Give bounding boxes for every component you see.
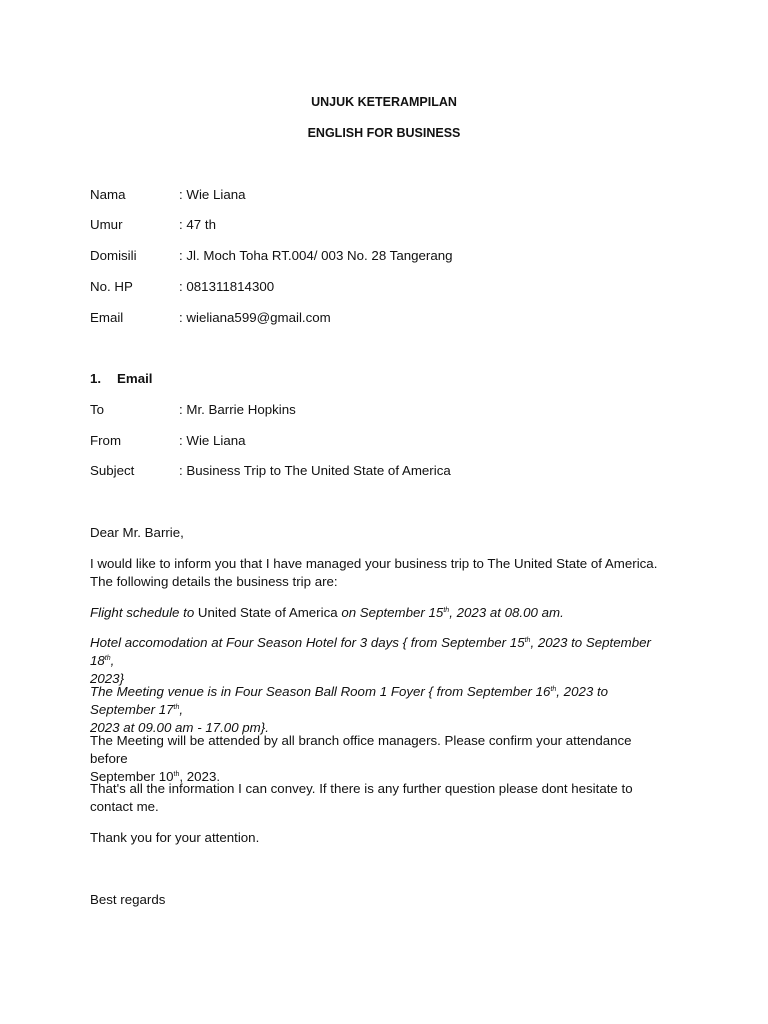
letter-meeting-line xyxy=(90,683,670,737)
letter-attendance xyxy=(90,732,670,786)
identity-label: Email xyxy=(90,310,124,325)
attendance-sup: th xyxy=(173,771,180,778)
hotel-text-a: Hotel accomodation at Four Season Hotel for 3 days { from September 15 xyxy=(90,635,525,650)
identity-label: Nama xyxy=(90,187,126,202)
letter-closing: That's all the information I can convey. If there is any further question please dont hesitate to contact me. xyxy=(90,781,633,814)
flight-sup: th xyxy=(443,607,450,614)
identity-value: : Jl. Moch Toha RT.004/ 003 No. 28 Tangerang xyxy=(179,248,453,263)
meeting-text-b: , 2023 to September 17 xyxy=(90,684,609,717)
email-header-value: : Wie Liana xyxy=(179,433,246,448)
identity-label: Domisili xyxy=(90,248,137,263)
hotel-sup-2: th xyxy=(104,655,111,662)
meeting-sup-1: th xyxy=(550,686,557,693)
letter-flight-line xyxy=(90,604,670,622)
document-subtitle: ENGLISH FOR BUSINESS xyxy=(307,126,461,140)
meeting-text-a: The Meeting venue is in Four Season Ball Room 1 Foyer { from September 16 xyxy=(90,684,551,699)
flight-destination: United State of America xyxy=(197,605,338,620)
identity-value: : Wie Liana xyxy=(179,187,246,202)
meeting-line-2: 2023 at 09.00 am - 17.00 pm}. xyxy=(90,720,269,735)
hotel-line-1 xyxy=(90,634,670,670)
identity-label: No. HP xyxy=(90,279,133,294)
identity-value: : wieliana599@gmail.com xyxy=(179,310,331,325)
identity-value: : 081311814300 xyxy=(179,279,275,294)
document-title: UNJUK KETERAMPILAN xyxy=(311,95,457,109)
section-heading xyxy=(90,370,152,388)
meeting-sup-2: th xyxy=(173,704,180,711)
section-title: Email xyxy=(117,371,153,386)
flight-text-d: , 2023 at 08.00 am. xyxy=(449,605,564,620)
hotel-line-2: 2023} xyxy=(90,671,125,686)
email-header-value: : Business Trip to The United State of America xyxy=(179,463,451,478)
hotel-text-c: , xyxy=(110,653,115,668)
letter-signoff: Best regards xyxy=(90,892,166,907)
letter-thanks: Thank you for your attention. xyxy=(90,830,260,845)
attendance-line-1: The Meeting will be attended by all branch office managers. Please confirm your attendance before xyxy=(90,733,632,766)
section-number: 1. xyxy=(90,371,102,386)
attendance-text-b: September 10 xyxy=(90,769,174,784)
email-header-label: From xyxy=(90,433,122,448)
flight-text-a: Flight schedule to xyxy=(90,605,198,620)
identity-value: : 47 th xyxy=(179,217,216,232)
attendance-text-c: , 2023. xyxy=(179,769,221,784)
meeting-text-c: , xyxy=(179,702,184,717)
hotel-text-b: , 2023 to September 18 xyxy=(90,635,651,668)
email-header-value: : Mr. Barrie Hopkins xyxy=(179,402,296,417)
meeting-line-1 xyxy=(90,683,670,719)
letter-intro: I would like to inform you that I have managed your business trip to The United State of America. The following details the business trip are: xyxy=(90,556,658,589)
letter-hotel-line xyxy=(90,634,670,688)
email-header-label: Subject xyxy=(90,463,135,478)
identity-label: Umur xyxy=(90,217,123,232)
letter-greeting: Dear Mr. Barrie, xyxy=(90,525,184,540)
email-header-label: To xyxy=(90,402,105,417)
hotel-sup-1: th xyxy=(524,637,531,644)
flight-text-c: on September 15 xyxy=(337,605,444,620)
